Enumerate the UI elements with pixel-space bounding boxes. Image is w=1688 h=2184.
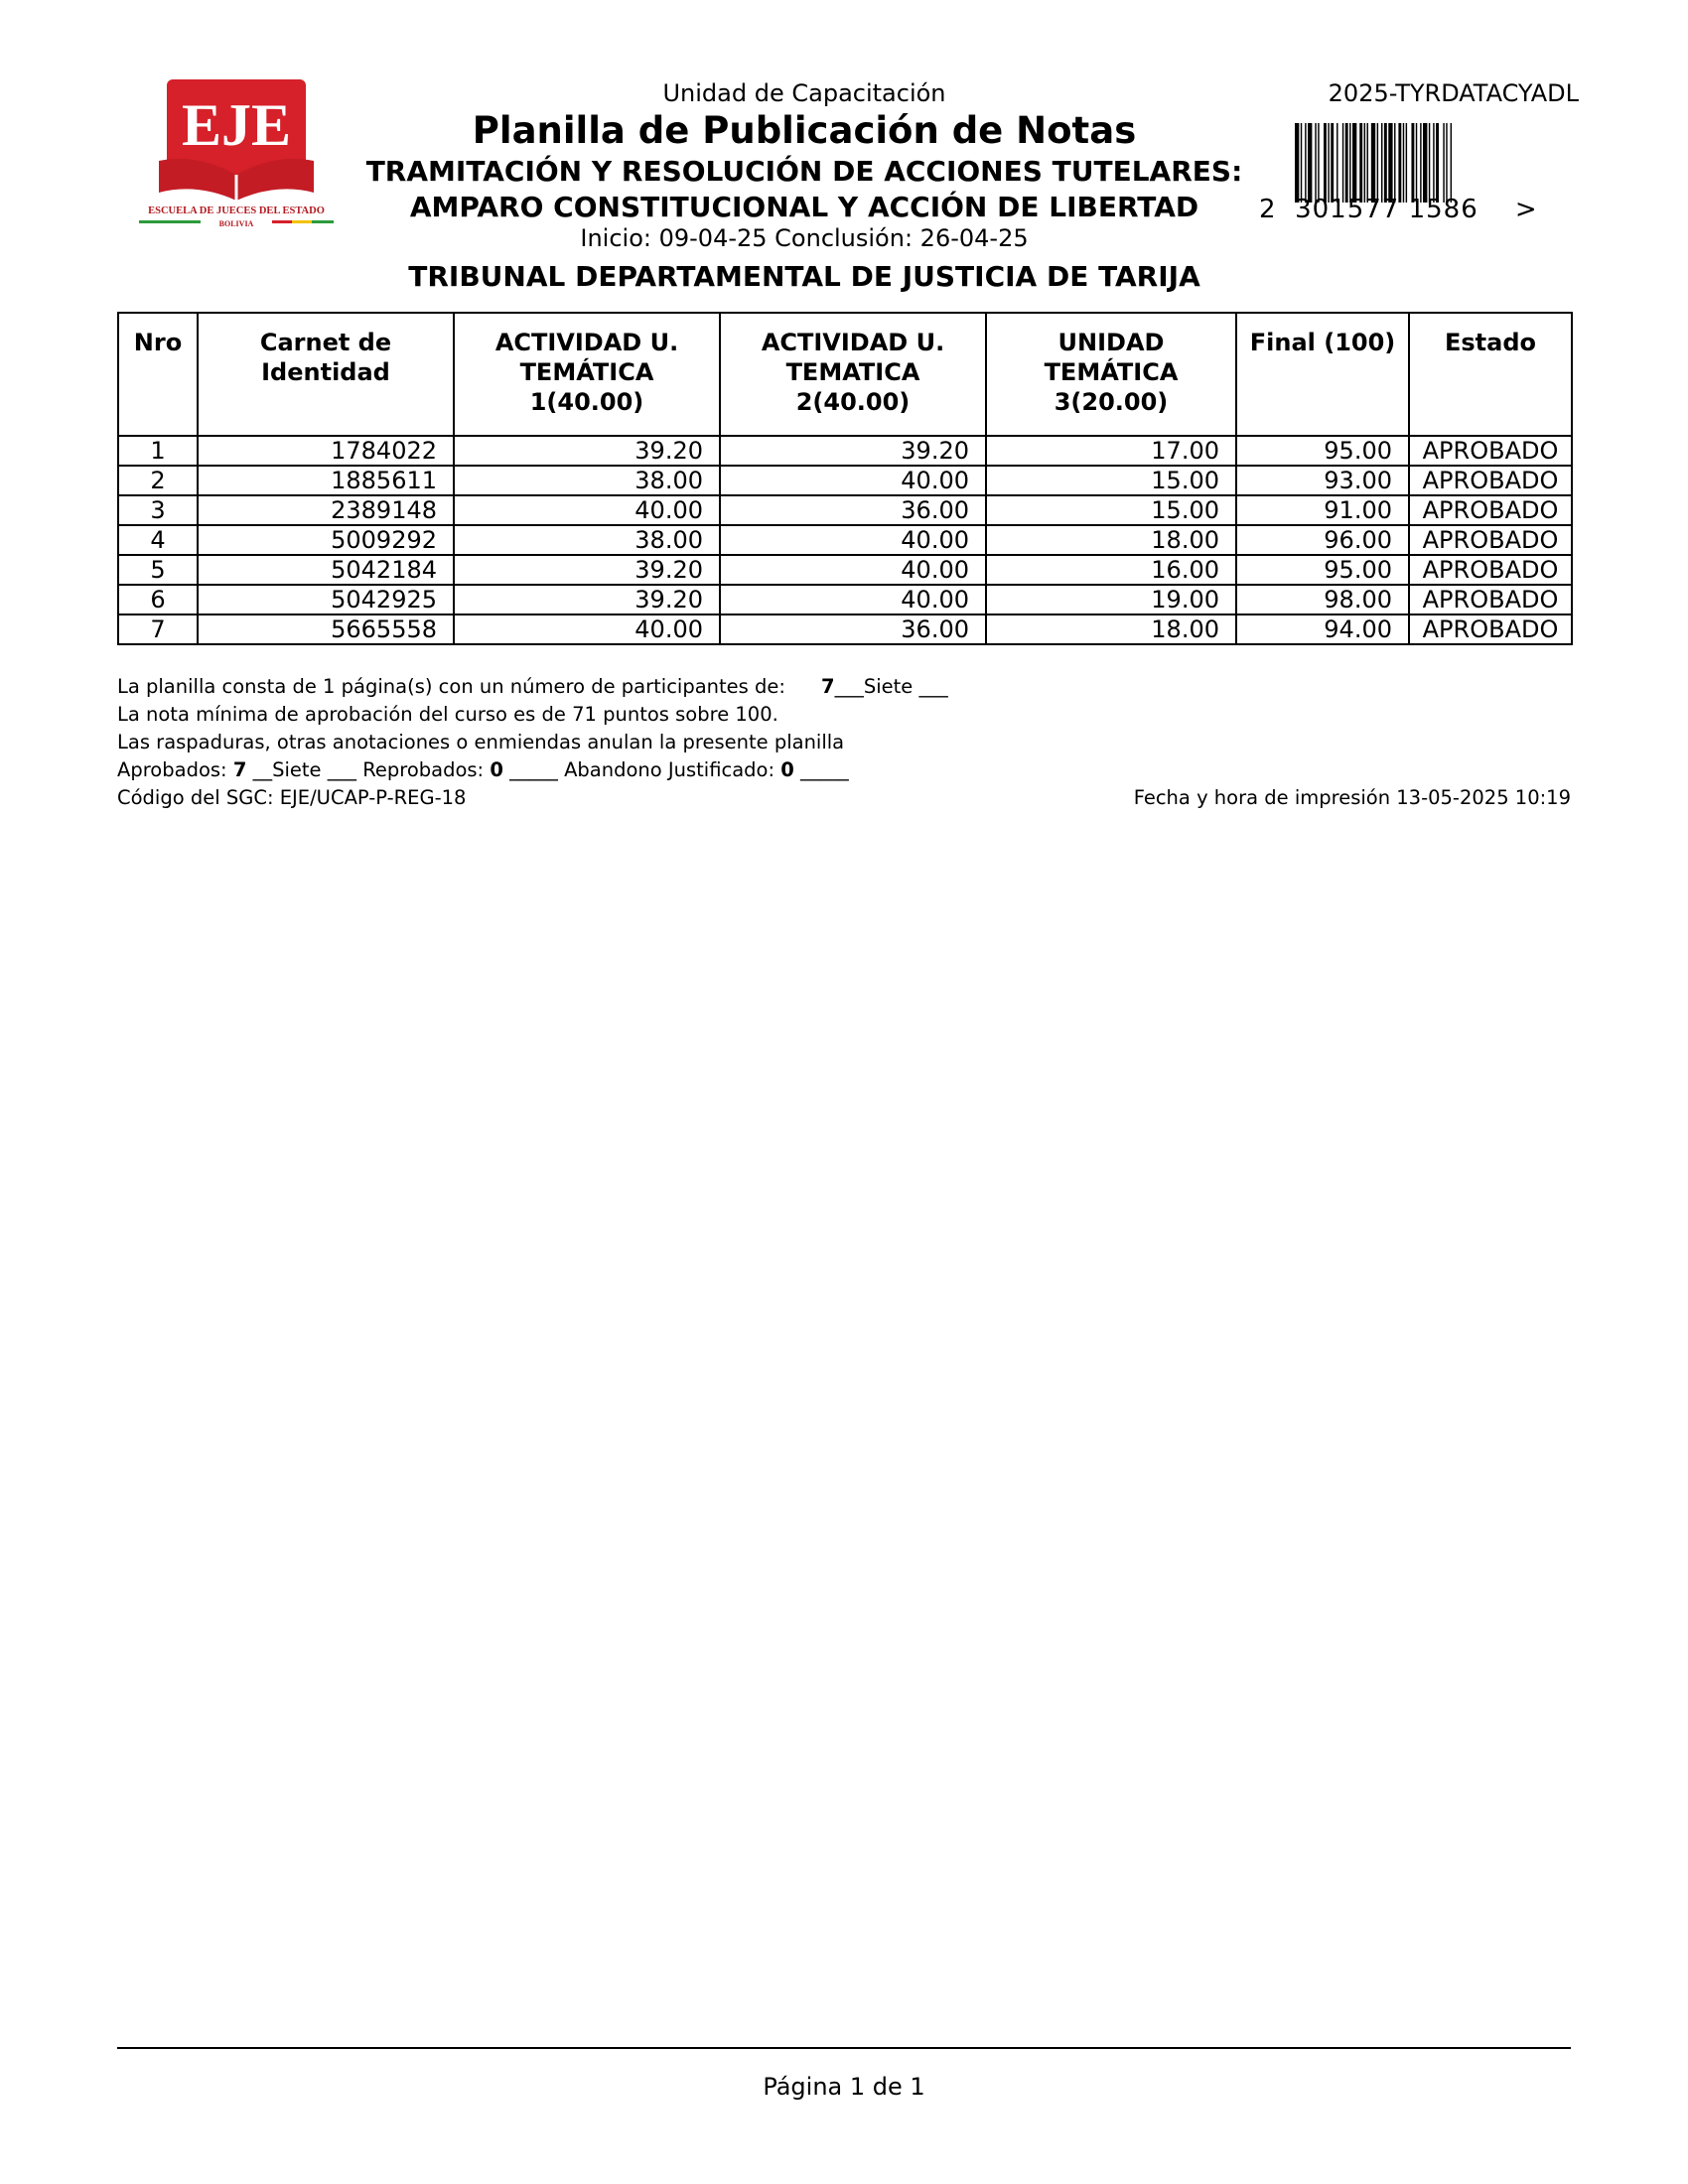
barcode-bar — [1364, 123, 1365, 203]
cell-actividad-2: 40.00 — [720, 585, 986, 614]
cell-nro: 3 — [118, 495, 198, 525]
cell-estado: APROBADO — [1409, 525, 1572, 555]
barcode-bar — [1301, 123, 1302, 203]
barcode-bar — [1420, 123, 1421, 203]
cell-actividad-1: 39.20 — [454, 436, 720, 466]
cell-estado: APROBADO — [1409, 585, 1572, 614]
logo-country: BOLIVIA — [218, 219, 254, 228]
cell-carnet: 1885611 — [198, 466, 454, 495]
barcode-bar — [1446, 123, 1447, 203]
cell-unidad-3: 19.00 — [986, 585, 1236, 614]
cell-actividad-1: 39.20 — [454, 585, 720, 614]
cell-actividad-1: 39.20 — [454, 555, 720, 585]
abandon-count: 0 — [780, 758, 794, 781]
header-carnet: Carnet de Identidad — [198, 313, 454, 436]
barcode-bar — [1345, 123, 1348, 203]
cell-estado: APROBADO — [1409, 555, 1572, 585]
barcode-bar — [1398, 123, 1401, 203]
cell-carnet: 5042925 — [198, 585, 454, 614]
cell-nro: 4 — [118, 525, 198, 555]
barcode-bar — [1384, 123, 1387, 203]
table-row — [118, 585, 1572, 614]
failed-count: 0 — [490, 758, 503, 781]
cell-nro: 7 — [118, 614, 198, 644]
barcode-bar — [1331, 123, 1334, 203]
barcode-bar — [1443, 123, 1444, 203]
cell-nro: 6 — [118, 585, 198, 614]
cell-actividad-2: 40.00 — [720, 466, 986, 495]
table-row — [118, 466, 1572, 495]
cell-estado: APROBADO — [1409, 495, 1572, 525]
logo-caption: ESCUELA DE JUECES DEL ESTADO — [148, 205, 325, 216]
cell-nro: 2 — [118, 466, 198, 495]
barcode-bar — [1371, 123, 1375, 203]
cell-actividad-2: 40.00 — [720, 555, 986, 585]
cell-final: 91.00 — [1236, 495, 1409, 525]
barcode-bar — [1451, 123, 1452, 203]
document-code: 2025-TYRDATACYADL — [1328, 79, 1579, 107]
course-title-line2: AMPARO CONSTITUCIONAL Y ACCIÓN DE LIBERTAD — [409, 191, 1199, 223]
barcode-bar — [1411, 123, 1414, 203]
table-row — [118, 436, 1572, 466]
cell-carnet: 2389148 — [198, 495, 454, 525]
cell-final: 95.00 — [1236, 555, 1409, 585]
approved-count: 7 — [232, 758, 247, 781]
min-grade-note: La nota mínima de aprobación del curso es de 71 puntos sobre 100. — [117, 703, 778, 726]
barcode-bar — [1315, 123, 1316, 203]
eje-logo — [137, 77, 336, 236]
cell-unidad-3: 17.00 — [986, 436, 1236, 466]
cell-carnet: 5009292 — [198, 525, 454, 555]
cell-carnet: 5665558 — [198, 614, 454, 644]
tribunal-name: TRIBUNAL DEPARTAMENTAL DE JUSTICIA DE TARIJA — [408, 260, 1200, 293]
barcode-bar — [1394, 123, 1395, 203]
cell-unidad-3: 18.00 — [986, 614, 1236, 644]
barcode-bar — [1433, 123, 1434, 203]
barcode-bar — [1336, 123, 1337, 203]
course-dates: Inicio: 09-04-25 Conclusión: 26-04-25 — [580, 224, 1029, 252]
cell-actividad-2: 40.00 — [720, 525, 986, 555]
participants-count: 7 — [820, 675, 835, 698]
header-actividad-1: ACTIVIDAD U. TEMÁTICA 1(40.00) — [454, 313, 720, 436]
barcode-bar — [1406, 123, 1407, 203]
barcode-bar — [1328, 123, 1329, 203]
page-title: Planilla de Publicación de Notas — [472, 109, 1137, 152]
barcode-bar — [1308, 123, 1312, 203]
barcode-bar — [1423, 123, 1427, 203]
results-summary: Aprobados: 7 __Siete ___ Reprobados: 0 _____ Abandono Justificado: 0 _____ — [117, 758, 849, 781]
table-row — [118, 495, 1572, 525]
unit-name: Unidad de Capacitación — [662, 79, 946, 107]
cell-estado: APROBADO — [1409, 614, 1572, 644]
cell-unidad-3: 18.00 — [986, 525, 1236, 555]
header-actividad-2: ACTIVIDAD U. TEMATICA 2(40.00) — [720, 313, 986, 436]
cell-actividad-1: 38.00 — [454, 466, 720, 495]
cell-unidad-3: 15.00 — [986, 495, 1236, 525]
barcode-bar — [1318, 123, 1319, 203]
barcode-bar — [1403, 123, 1404, 203]
cell-actividad-1: 40.00 — [454, 614, 720, 644]
table-row — [118, 525, 1572, 555]
cell-actividad-2: 39.20 — [720, 436, 986, 466]
sgc-code: Código del SGC: EJE/UCAP-P-REG-18 — [117, 786, 467, 809]
print-timestamp: Fecha y hora de impresión 13-05-2025 10:19 — [1133, 786, 1571, 809]
barcode-bar — [1305, 123, 1306, 203]
barcode-bar — [1342, 123, 1343, 203]
header-nro: Nro — [118, 313, 198, 436]
table-row — [118, 555, 1572, 585]
cell-actividad-1: 40.00 — [454, 495, 720, 525]
table-header-row — [118, 313, 1572, 436]
cell-estado: APROBADO — [1409, 436, 1572, 466]
barcode-bar — [1352, 123, 1356, 203]
cell-carnet: 5042184 — [198, 555, 454, 585]
barcode-bar — [1359, 123, 1362, 203]
barcode-bar — [1349, 123, 1350, 203]
barcode-bar — [1436, 123, 1439, 203]
page-number: Página 1 de 1 — [763, 2073, 925, 2101]
barcode-bar — [1295, 123, 1299, 203]
grades-table — [117, 312, 1573, 645]
course-title-line1: TRAMITACIÓN Y RESOLUCIÓN DE ACCIONES TUTELARES: — [365, 155, 1243, 188]
barcode-bar — [1381, 123, 1382, 203]
barcode-number: 2 301577 1586 > — [1259, 195, 1538, 224]
barcode-bar — [1429, 123, 1430, 203]
barcode-bar — [1324, 123, 1327, 203]
cell-actividad-1: 38.00 — [454, 525, 720, 555]
table-row — [118, 614, 1572, 644]
cell-unidad-3: 16.00 — [986, 555, 1236, 585]
header-unidad-3: UNIDAD TEMÁTICA 3(20.00) — [986, 313, 1236, 436]
cell-final: 93.00 — [1236, 466, 1409, 495]
cell-final: 95.00 — [1236, 436, 1409, 466]
cell-final: 94.00 — [1236, 614, 1409, 644]
barcode-bar — [1377, 123, 1378, 203]
barcode-bar — [1367, 123, 1368, 203]
footer-divider — [117, 2047, 1571, 2049]
cell-carnet: 1784022 — [198, 436, 454, 466]
cell-nro: 5 — [118, 555, 198, 585]
pages-note: La planilla consta de 1 página(s) con un número de participantes de: 7___Siete ___ — [117, 675, 948, 698]
cell-final: 98.00 — [1236, 585, 1409, 614]
cell-estado: APROBADO — [1409, 466, 1572, 495]
barcode-bar — [1416, 123, 1417, 203]
cell-final: 96.00 — [1236, 525, 1409, 555]
participants-word: ___Siete ___ — [834, 675, 948, 698]
cell-actividad-2: 36.00 — [720, 614, 986, 644]
erasures-note: Las raspaduras, otras anotaciones o enmiendas anulan la presente planilla — [117, 731, 845, 753]
barcode-bar — [1388, 123, 1392, 203]
header-final: Final (100) — [1236, 313, 1409, 436]
header-estado: Estado — [1409, 313, 1572, 436]
cell-unidad-3: 15.00 — [986, 466, 1236, 495]
cell-nro: 1 — [118, 436, 198, 466]
logo-letters: EJE — [181, 92, 292, 158]
cell-actividad-2: 36.00 — [720, 495, 986, 525]
